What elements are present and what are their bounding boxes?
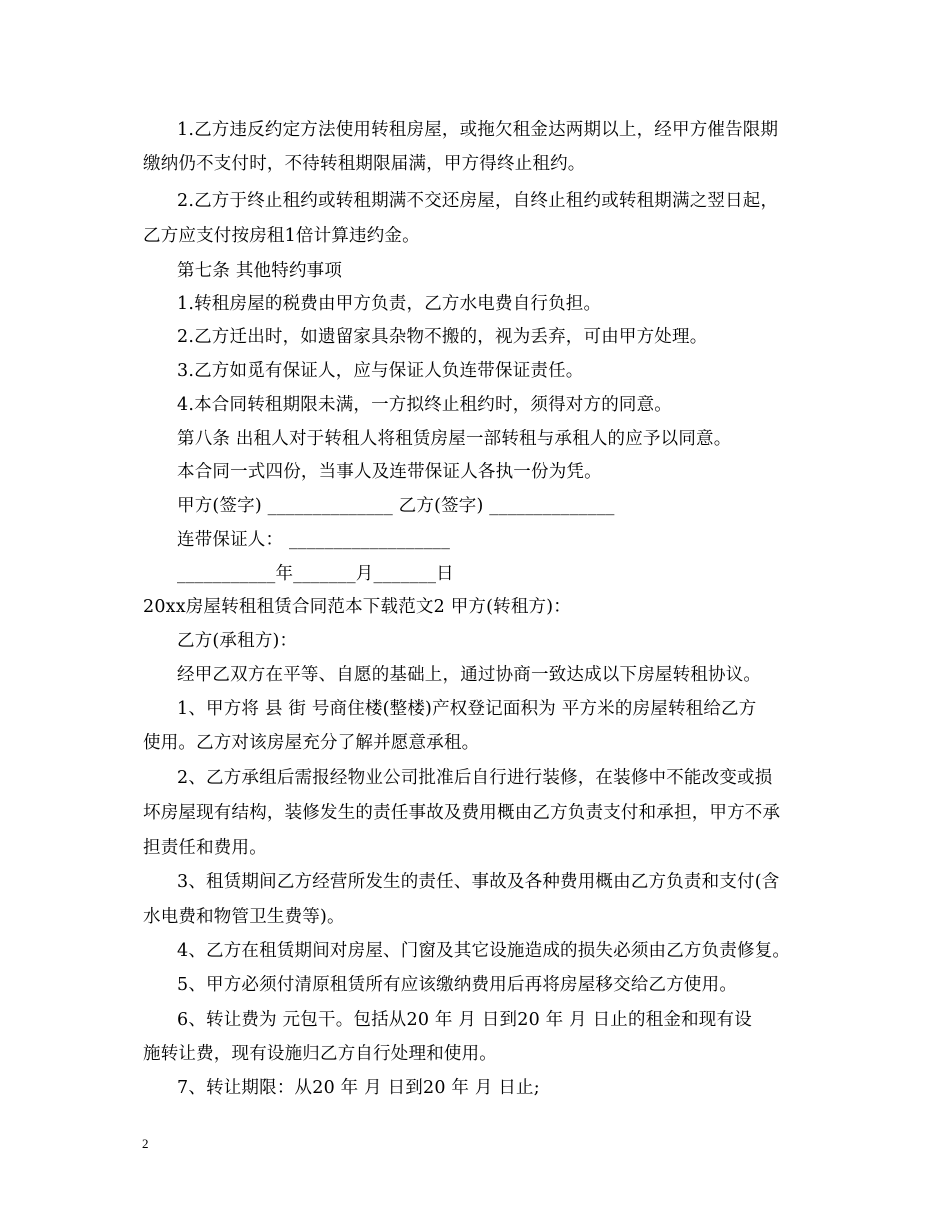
text-line: 5、甲方必须付清原租赁所有应该缴纳费用后再将房屋移交给乙方使用。	[177, 975, 738, 995]
text-line: 使用。乙方对该房屋充分了解并愿意承租。	[143, 733, 480, 753]
signature-line: 甲方(签字) ______________ 乙方(签字) ______________	[177, 496, 615, 516]
text-line: 7、转让期限：从20 年 月 日到20 年 月 日止;	[177, 1078, 540, 1098]
text-line: 1、甲方将 县 街 号商住楼(整楼)产权登记面积为 平方米的房屋转租给乙方	[177, 699, 757, 719]
text-line: 2.乙方于终止租约或转租期满不交还房屋，自终止租约或转租期满之翌日起，	[177, 191, 779, 211]
text-line: 乙方(承租方)：	[177, 631, 298, 651]
text-line: 4、乙方在租赁期间对房屋、门窗及其它设施造成的损失必须由乙方负责修复。	[177, 941, 791, 961]
text-line: 6、转让费为 元包干。包括从20 年 月 日到20 年 月 日止的租金和现有设	[177, 1010, 752, 1030]
text-line: 4.本合同转租期限未满，一方拟终止租约时，须得对方的同意。	[177, 395, 672, 415]
text-line: 2、乙方承组后需报经物业公司批准后自行进行装修，在装修中不能改变或损	[177, 768, 773, 788]
document-title: 20xx房屋转租租赁合同范本下载范文2 甲方(转租方)：	[143, 597, 571, 617]
text-line: 缴纳仍不支付时，不待转租期限届满，甲方得终止租约。	[143, 154, 586, 174]
section-heading: 第七条 其他特约事项	[177, 261, 343, 281]
text-line: 本合同一式四份，当事人及连带保证人各执一份为凭。	[177, 462, 602, 482]
text-line: 乙方应支付按房租1倍计算违约金。	[143, 226, 420, 246]
text-line: 经甲乙双方在平等、自愿的基础上，通过协商一致达成以下房屋转租协议。	[177, 665, 762, 685]
page-number: 2	[142, 1136, 149, 1151]
text-line: 1.乙方违反约定方法使用转租房屋，或拖欠租金达两期以上，经甲方催告限期	[177, 120, 779, 140]
text-line: 3、租赁期间乙方经营所发生的责任、事故及各种费用概由乙方负责和支付(含	[177, 872, 780, 892]
text-line: 1.转租房屋的税费由甲方负责，乙方水电费自行负担。	[177, 294, 602, 314]
text-line: 施转让费，现有设施归乙方自行处理和使用。	[143, 1044, 497, 1064]
date-line: ___________年_______月_______日	[177, 564, 454, 584]
text-line: 担责任和费用。	[143, 838, 267, 858]
text-line: 2.乙方迁出时，如遗留家具杂物不搬的，视为丢弃，可由甲方处理。	[177, 327, 708, 347]
text-line: 坏房屋现有结构，装修发生的责任事故及费用概由乙方负责支付和承担，甲方不承	[143, 803, 781, 823]
text-line: 3.乙方如觅有保证人，应与保证人负连带保证责任。	[177, 361, 584, 381]
text-line: 水电费和物管卫生费等)。	[143, 907, 345, 927]
guarantor-line: 连带保证人： __________________	[177, 530, 451, 550]
section-heading: 第八条 出租人对于转租人将租赁房屋一部转租与承租人的应予以同意。	[177, 429, 732, 449]
